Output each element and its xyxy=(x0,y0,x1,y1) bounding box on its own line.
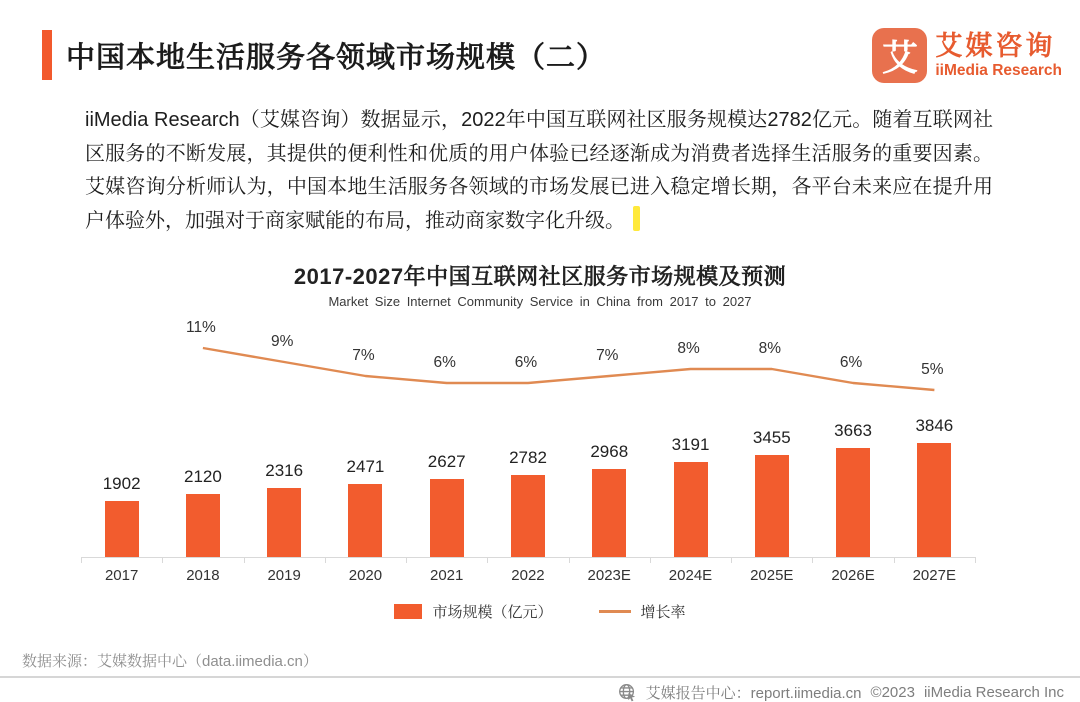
bar-value-label: 2627 xyxy=(427,452,466,471)
logo-name-en: iiMedia Research xyxy=(935,61,1062,79)
bar-value-label: 2316 xyxy=(265,461,304,480)
chart-legend xyxy=(0,601,1080,622)
growth-rate-label: 6% xyxy=(433,354,456,371)
growth-rate-label: 6% xyxy=(839,354,863,371)
x-axis-label: 2021 xyxy=(430,567,464,584)
x-axis-label: 2019 xyxy=(267,567,301,584)
growth-rate-label: 7% xyxy=(352,347,375,364)
chart-title: 2017-2027年中国互联网社区服务市场规模及预测 xyxy=(293,264,787,289)
logo-text xyxy=(935,32,1062,79)
x-axis-label: 2026E xyxy=(831,567,875,584)
x-axis-label: 2027E xyxy=(912,567,956,584)
imedia-logo-icon: 艾 xyxy=(872,28,927,83)
x-axis-label: 2022 xyxy=(511,567,545,584)
highlight-cursor xyxy=(633,206,640,231)
logo-name-cn: 艾媒咨询 xyxy=(935,31,1056,62)
legend-line-label: 增长率 xyxy=(640,604,686,621)
summary-paragraph xyxy=(85,104,993,238)
page-header xyxy=(42,30,606,80)
legend-line-swatch xyxy=(599,610,631,613)
growth-rate-label: 5% xyxy=(921,361,944,378)
globe-cursor-icon xyxy=(618,683,637,702)
page-title: 中国本地生活服务各领域市场规模（二） xyxy=(66,41,607,74)
x-axis-label: 2024E xyxy=(668,567,713,584)
footer-report-center[interactable]: 艾媒报告中心：report.iimedia.cn xyxy=(645,685,862,702)
growth-rate-label: 8% xyxy=(677,340,700,357)
axis-tick xyxy=(975,557,976,563)
bar-value-label: 3455 xyxy=(752,428,791,447)
bar-value-label: 2120 xyxy=(183,467,222,486)
bar-value-label: 3846 xyxy=(915,416,954,435)
growth-rate-label: 8% xyxy=(758,340,782,357)
page-footer xyxy=(618,682,1064,702)
legend-bar-swatch xyxy=(394,604,422,619)
growth-rate-label: 6% xyxy=(514,354,538,371)
x-axis-label: 2023E xyxy=(587,567,631,584)
bar-value-label: 2968 xyxy=(590,442,629,461)
growth-rate-label: 9% xyxy=(270,333,294,350)
chart-subtitle: Market Size Internet Community Service in China from 2017 to 2027 xyxy=(328,294,752,309)
footer-company: iiMedia Research Inc xyxy=(923,684,1064,701)
imedia-logo xyxy=(872,28,1062,83)
chart-canvas xyxy=(81,315,975,558)
x-axis-label: 2018 xyxy=(186,567,220,584)
legend-bar-label: 市场规模（亿元） xyxy=(432,604,553,621)
footer-copyright: ©2023 xyxy=(870,684,915,701)
summary-text: iiMedia Research（艾媒咨询）数据显示，2022年中国互联网社区服务规模达2782亿元。随着互联网社区服务的不断发展，其提供的便利性和优质的用户体验已经逐渐成为消费者选择生活服务的重要因素。艾媒咨询分析师认为，中国本地生活服务各领域的市场发展已进入稳定增长期，各平台未来应在提升用户体验外，加强对于商家赋能的布局，推动商家数字化升级。 xyxy=(85,109,993,232)
growth-rate-label: 7% xyxy=(596,347,619,364)
bar-value-label: 3191 xyxy=(671,435,710,454)
x-axis-label: 2020 xyxy=(348,567,383,584)
data-source: 数据来源：艾媒数据中心（data.iimedia.cn） xyxy=(22,653,318,670)
bar-value-label: 3663 xyxy=(834,421,872,440)
x-axis-label: 2017 xyxy=(104,567,139,584)
footer-divider xyxy=(0,676,1080,678)
growth-rate-line xyxy=(81,315,975,558)
title-accent-bar xyxy=(42,30,52,80)
x-axis-label: 2025E xyxy=(750,567,794,584)
bar-value-label: 1902 xyxy=(102,474,141,493)
x-axis-labels xyxy=(81,567,975,584)
bar-value-label: 2782 xyxy=(509,448,547,467)
bar-value-label: 2471 xyxy=(346,457,385,476)
growth-rate-label: 11% xyxy=(185,319,216,336)
